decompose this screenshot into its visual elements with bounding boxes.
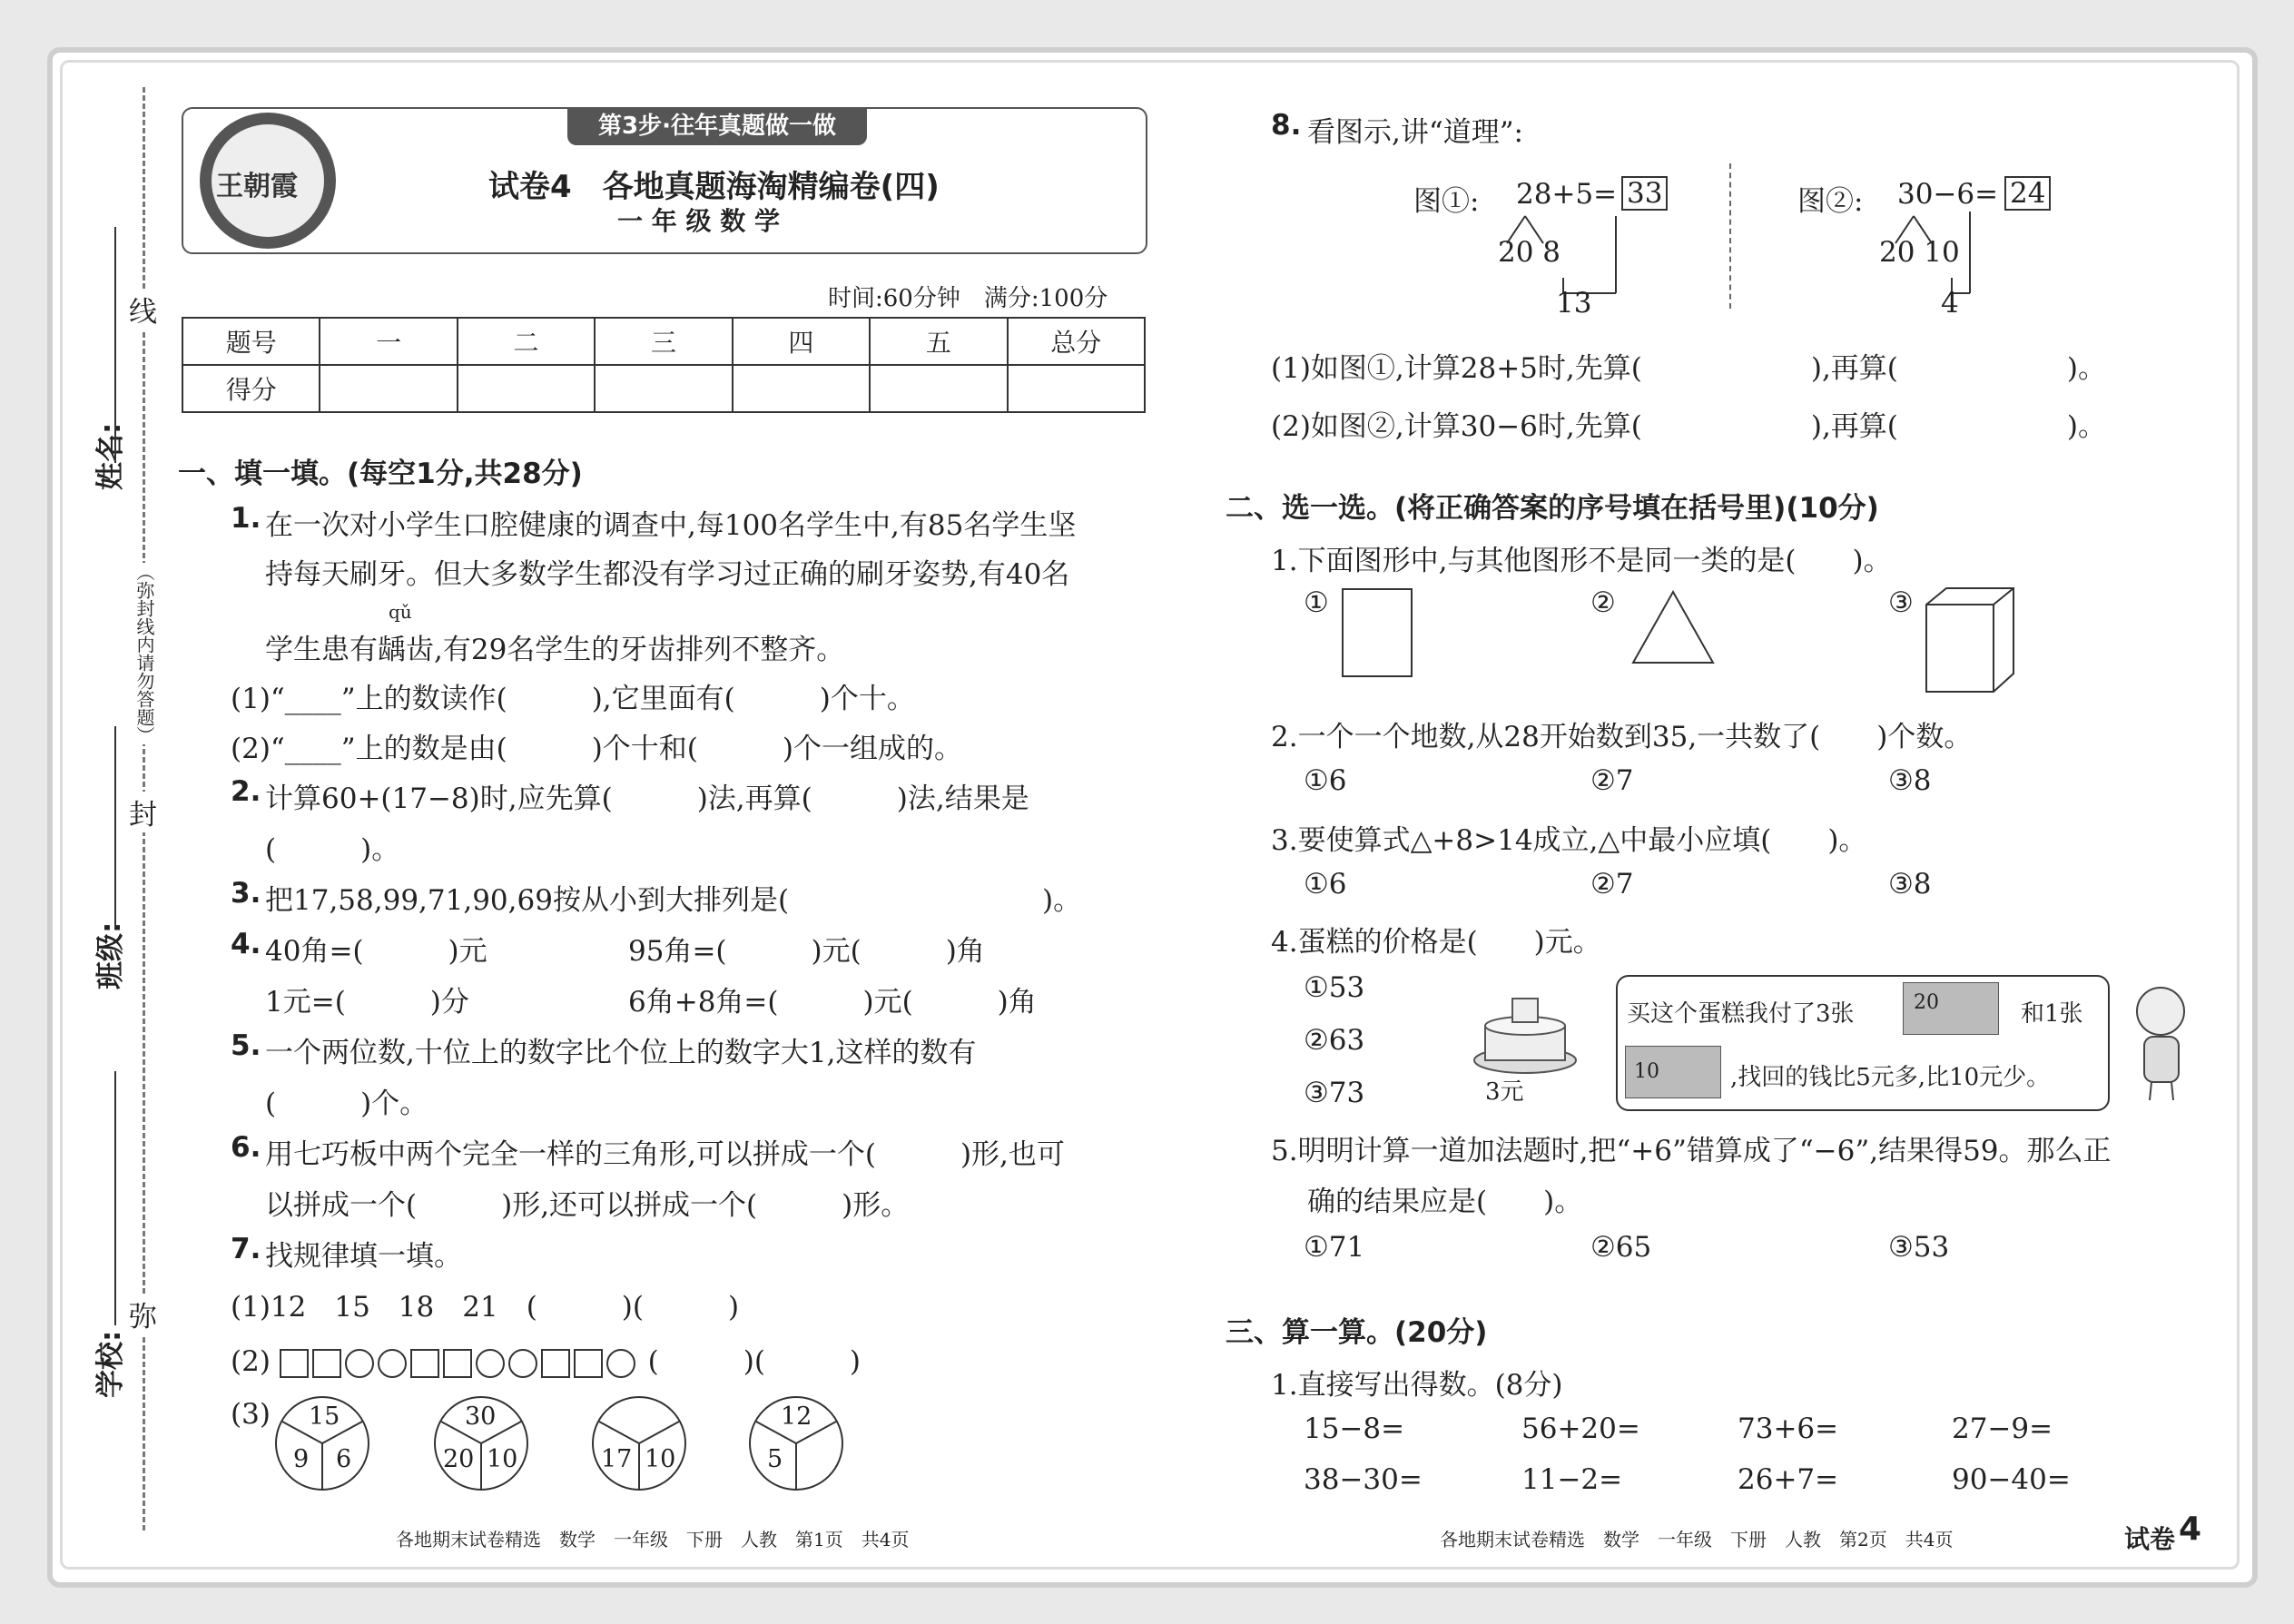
q1-line1: 在一次对小学生口腔健康的调查中,每100名学生中,有85名学生坚 [265, 509, 1077, 542]
paper-tag-number: 4 [2179, 1511, 2202, 1548]
circle-shape [378, 1349, 407, 1378]
fig2-expr: 30−6= [1897, 178, 1999, 211]
q1-sub1: (1)“____”上的数读作( ),它里面有( )个十。 [231, 683, 915, 715]
q4-number: 4. [231, 928, 261, 960]
calc-item: 27−9= [1952, 1412, 2053, 1445]
q8-sub2: (2)如图②,计算30−6时,先算( ),再算( )。 [1271, 410, 2106, 443]
exam-title: 试卷4 各地真题海淘精编卷(四) [488, 169, 940, 205]
s2-q4: 4.蛋糕的价格是( )元。 [1271, 926, 1601, 959]
section2-title: 二、选一选。(将正确答案的序号填在括号里)(10分) [1226, 492, 1879, 525]
s2-q1: 1.下面图形中,与其他图形不是同一类的是( )。 [1271, 545, 1892, 577]
time-info: 时间:60分钟 满分:100分 [828, 285, 1108, 312]
fig1-expr: 28+5= [1516, 178, 1618, 211]
calc-item: 73+6= [1738, 1412, 1839, 1445]
name-line [114, 227, 116, 463]
circle-left-value: 17 [601, 1445, 633, 1473]
fig2-split: 20 10 [1879, 236, 1960, 269]
calc-item: 26+7= [1738, 1463, 1839, 1496]
circle-right-value: 6 [336, 1445, 352, 1473]
score-cell[interactable] [1008, 365, 1145, 412]
score-header: 总分 [1008, 318, 1145, 365]
s2-q2: 2.一个一个地数,从28开始数到35,一共数了( )个数。 [1271, 721, 1973, 753]
s2-q4-opt3: ③73 [1304, 1077, 1365, 1109]
calc-item: 38−30= [1304, 1463, 1423, 1496]
square-shape [443, 1349, 472, 1378]
score-header: 三 [595, 318, 732, 365]
q7-sub1: (1)12 15 18 21 ( )( ) [231, 1291, 740, 1324]
q7-sub2-tail: ( )( ) [647, 1345, 861, 1378]
score-cell[interactable] [458, 365, 595, 412]
circle-shape [476, 1349, 505, 1378]
s2-q2-opt2: ②7 [1590, 764, 1634, 797]
q1-pinyin: qǔ [389, 601, 412, 623]
fig1-split: 20 8 [1498, 236, 1561, 269]
s2-q3-opt3: ③8 [1888, 868, 1932, 901]
q8-sub1: (1)如图①,计算28+5时,先算( ),再算( )。 [1271, 352, 2106, 385]
bubble-line1: 买这个蛋糕我付了3张 [1627, 1000, 1855, 1028]
q4-a: 40角=( )元 [265, 935, 487, 968]
seal-note: （弥封线内请勿答题） [132, 563, 158, 744]
score-header: 一 [320, 318, 457, 365]
q3-line1: 把17,58,99,71,90,69按从小到大排列是( )。 [265, 884, 1082, 917]
score-table-header-row [182, 318, 1145, 365]
s2-q5-opt1: ①71 [1304, 1231, 1365, 1264]
s2-q2-opt1: ①6 [1304, 764, 1347, 797]
q3-number: 3. [231, 877, 261, 910]
figure-divider [1729, 163, 1731, 309]
q8-number: 8. [1271, 109, 1302, 142]
circle-dividers [592, 1396, 686, 1491]
score-header: 题号 [182, 318, 320, 365]
q4-d: 6角+8角=( )元( )角 [628, 986, 1037, 1019]
q7-title: 找规律填一填。 [265, 1240, 462, 1273]
q7-number: 7. [231, 1233, 261, 1265]
s2-q3: 3.要使算式△+8>14成立,△中最小应填( )。 [1271, 824, 1867, 857]
score-cell[interactable] [320, 365, 457, 412]
fig2-label: 图②: [1797, 185, 1864, 218]
circle-shape [508, 1349, 537, 1378]
q2-number: 2. [231, 775, 261, 808]
s2-q1-opt1: ① [1304, 586, 1329, 619]
class-line [114, 726, 116, 926]
name-label: 姓名: [94, 422, 127, 490]
cake-price: 3元 [1485, 1078, 1524, 1106]
circle-shape [345, 1349, 374, 1378]
section1-title: 一、填一填。(每空1分,共28分) [178, 458, 583, 490]
circle-shape [606, 1349, 635, 1378]
q5-line1: 一个两位数,十位上的数字比个位上的数字大1,这样的数有 [265, 1037, 977, 1069]
fig2-result: 24 [2004, 176, 2051, 211]
s3-q1: 1.直接写出得数。(8分) [1271, 1369, 1563, 1402]
score-header: 五 [870, 318, 1007, 365]
s2-q2-opt3: ③8 [1888, 764, 1932, 797]
q5-number: 5. [231, 1029, 261, 1062]
calc-item: 90−40= [1952, 1463, 2071, 1496]
paper-tag: 试卷 [2124, 1524, 2176, 1554]
score-cell[interactable] [595, 365, 732, 412]
fig1-result: 33 [1621, 176, 1668, 211]
fig1-label: 图①: [1413, 185, 1480, 218]
binding-mark-xian: 线 [129, 289, 157, 330]
score-header: 四 [733, 318, 870, 365]
s2-q1-opt3: ③ [1888, 586, 1914, 619]
rectangle-shape [1342, 588, 1413, 677]
class-label: 班级: [94, 921, 127, 989]
score-cell[interactable] [870, 365, 1007, 412]
s2-q3-opt1: ①6 [1304, 868, 1347, 901]
s2-q5-opt3: ③53 [1888, 1231, 1950, 1264]
calc-item: 56+20= [1521, 1412, 1640, 1445]
score-row-label: 得分 [182, 365, 320, 412]
footer-left: 各地期末试卷精选 数学 一年级 下册 人教 第1页 共4页 [396, 1529, 910, 1550]
circle-left-value: 9 [293, 1445, 310, 1473]
q6-line1: 用七巧板中两个完全一样的三角形,可以拼成一个( )形,也可 [265, 1138, 1065, 1171]
footer-right: 各地期末试卷精选 数学 一年级 下册 人教 第2页 共4页 [1440, 1529, 1954, 1550]
s2-q5-opt2: ②65 [1590, 1231, 1652, 1264]
q8-title: 看图示,讲“道理”: [1307, 116, 1523, 149]
q7-sub2 [231, 1338, 861, 1379]
fig1-sum: 13 [1556, 287, 1592, 320]
q1-line2: 持每天刷牙。但大多数学生都没有学习过正确的刷牙姿势,有40名 [265, 558, 1070, 591]
square-shape [312, 1349, 341, 1378]
q4-c: 1元=( )分 [265, 986, 469, 1019]
cake-icon [1471, 989, 1580, 1080]
bubble-line2: ,找回的钱比5元多,比10元少。 [1730, 1064, 2051, 1091]
binding-mark-feng: 封 [129, 792, 157, 832]
q4-b: 95角=( )元( )角 [628, 935, 985, 968]
score-cell[interactable] [733, 365, 870, 412]
q5-line2: ( )个。 [265, 1088, 428, 1120]
circle-top-value: 30 [465, 1403, 497, 1431]
cuboid-shape [1923, 585, 2017, 695]
score-header: 二 [458, 318, 595, 365]
q7-sub2-label: (2) [231, 1345, 271, 1378]
square-shape [410, 1349, 439, 1378]
q1-sub2: (2)“____”上的数是由( )个十和( )个一组成的。 [231, 733, 962, 765]
q2-line2: ( )。 [265, 833, 400, 866]
square-shape [574, 1349, 603, 1378]
q6-number: 6. [231, 1131, 261, 1164]
circle-top-value: 15 [309, 1403, 340, 1431]
binding-mark-mi: 弥 [129, 1294, 157, 1334]
q2-line1: 计算60+(17−8)时,应先算( )法,再算( )法,结果是 [265, 782, 1029, 815]
calc-item: 11−2= [1521, 1463, 1623, 1496]
q6-line2: 以拼成一个( )形,还可以拼成一个( )形。 [265, 1189, 910, 1222]
bubble-mid: 和1张 [2021, 1000, 2083, 1028]
step-banner: 第3步·往年真题做一做 [567, 107, 867, 145]
s2-q1-opt2: ② [1590, 586, 1616, 619]
school-label: 学校: [94, 1330, 127, 1398]
s2-q5-line1: 5.明明计算一道加法题时,把“+6”错算成了“−6”,结果得59。那么正 [1271, 1135, 2112, 1167]
circle-right-value: 10 [645, 1445, 676, 1473]
circle-top-value: 12 [781, 1403, 812, 1431]
circle-right-value: 10 [487, 1445, 518, 1473]
q1-line3: 学生患有龋齿,有29名学生的牙齿排列不整齐。 [265, 634, 845, 666]
calc-item: 15−8= [1304, 1412, 1405, 1445]
score-table [182, 317, 1146, 413]
s2-q5-line2: 确的结果应是( )。 [1307, 1186, 1583, 1218]
s2-q4-opt1: ①53 [1304, 971, 1365, 1004]
logo-text: 王朝霞 [216, 171, 298, 202]
s2-q4-opt2: ②63 [1304, 1024, 1365, 1057]
circle-left-value: 5 [767, 1445, 783, 1473]
q1-number: 1. [231, 502, 261, 535]
fig2-diff: 4 [1941, 287, 1959, 320]
s2-q3-opt2: ②7 [1590, 868, 1634, 901]
banknote-20-value: 20 [1914, 991, 1939, 1014]
banknote-10-value: 10 [1634, 1060, 1659, 1083]
square-shape [541, 1349, 570, 1378]
square-shape [280, 1349, 309, 1378]
school-line [114, 1071, 116, 1325]
circle-left-value: 20 [443, 1445, 475, 1473]
exam-subtitle: 一 年 级 数 学 [617, 206, 780, 236]
section3-title: 三、算一算。(20分) [1226, 1316, 1488, 1349]
child-icon [2124, 984, 2206, 1102]
triangle-shape [1629, 588, 1717, 666]
q7-sub3-label: (3) [231, 1398, 271, 1431]
score-table-row [182, 365, 1145, 412]
